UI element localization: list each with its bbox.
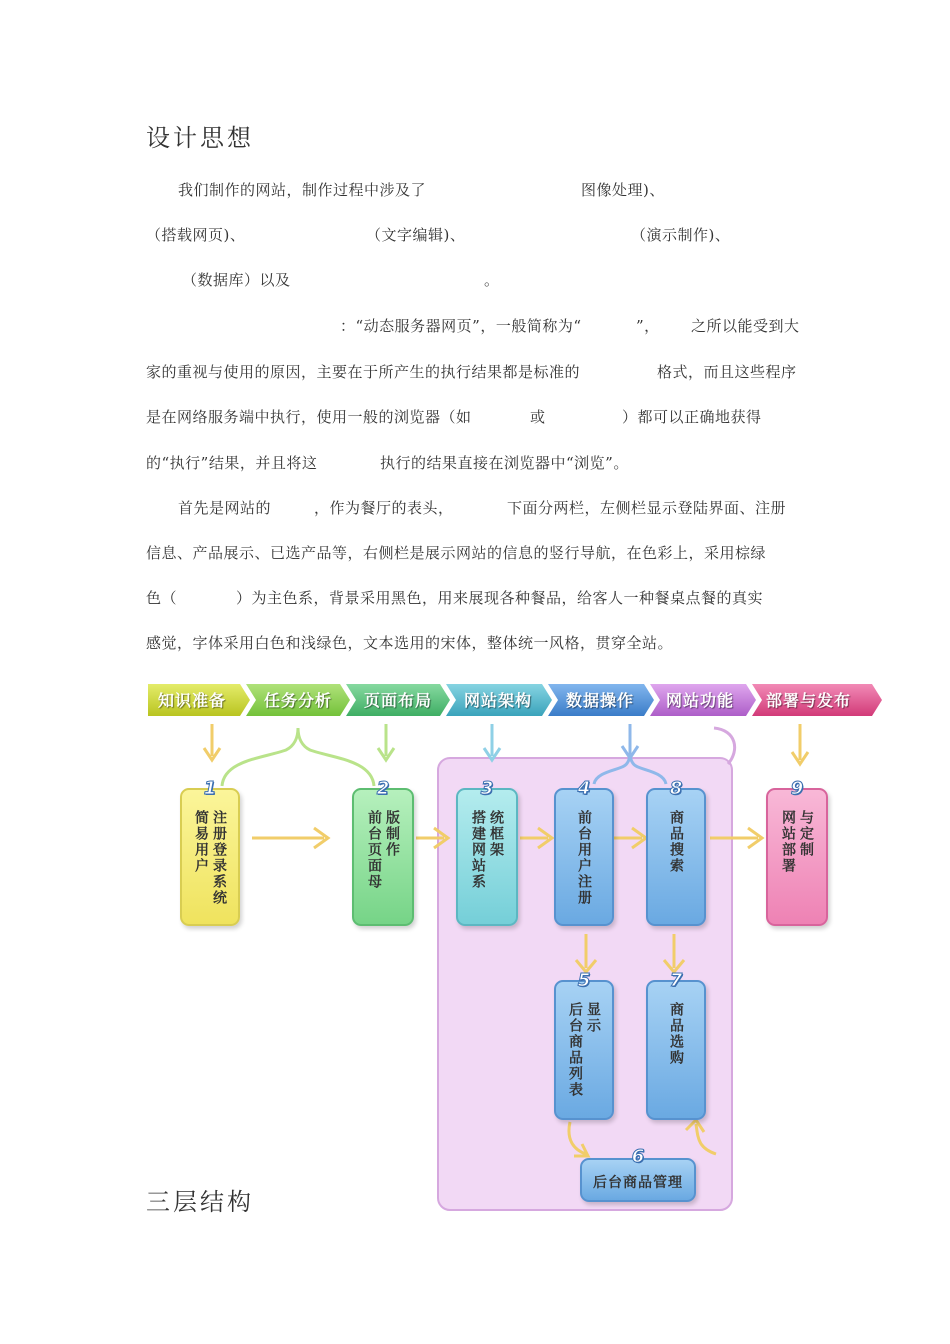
step-7-text: 商品选购 <box>668 1002 684 1066</box>
step-2-text-b: 版制作 <box>384 810 400 858</box>
paragraph-3-line-1b: ，作为餐厅的表头， <box>314 499 454 517</box>
stage-label-2: 任务分析 <box>264 691 333 710</box>
workflow-diagram <box>146 678 886 1218</box>
paragraph-3-line-1c: 下面分两栏，左侧栏显示登陆界面、注册 <box>507 499 787 517</box>
step-1-text-a: 简易用户 <box>193 810 209 874</box>
paragraph-1-line-2b: （文字编辑)、 <box>366 226 466 244</box>
paragraph-1-line-2a: （搭载网页)、 <box>146 226 246 244</box>
paragraph-3-line-3b: ）为主色系，背景采用黑色，用来展现各种餐品，给客人一种餐桌点餐的真实 <box>236 589 764 607</box>
paragraph-3-line-2: 信息、产品展示、已选产品等，右侧栏是展示网站的信息的竖行导航，在色彩上，采用棕绿 <box>146 544 767 562</box>
stage-label-5: 数据操作 <box>566 691 635 710</box>
step-1-text-b: 注册登录系统 <box>211 810 227 906</box>
step-8-text: 商品搜索 <box>668 810 684 874</box>
paragraph-2-line-4a: 的“执行”结果，并且将这 <box>146 454 318 472</box>
diagram-graphics <box>146 678 886 1218</box>
step-2-text-a: 前台页面母 <box>366 810 382 890</box>
paragraph-1-line-1a: 我们制作的网站，制作过程中涉及了 <box>178 181 427 199</box>
step-number-7: 7 <box>669 970 683 991</box>
step-box-8 <box>646 778 706 926</box>
step-number-6: 6 <box>631 1146 645 1167</box>
paragraph-1-line-1b: 图像处理)、 <box>581 181 665 199</box>
step-number-2: 2 <box>376 778 390 799</box>
step-box-4 <box>554 778 614 926</box>
paragraph-1-line-3b: 。 <box>484 271 500 289</box>
paragraph-3-line-3a: 色（ <box>146 589 178 607</box>
step-6-text: 后台商品管理 <box>593 1175 683 1191</box>
step-9-text-a: 网站部署 <box>780 810 796 874</box>
step-3-text-a: 搭建网站系 <box>470 810 486 890</box>
paragraph-2-line-3a: 是在网络服务端中执行，使用一般的浏览器（如 <box>146 408 472 426</box>
section-heading-design: 设计思想 <box>146 124 254 152</box>
step-box-9 <box>766 778 828 926</box>
step-number-9: 9 <box>790 778 804 799</box>
task-brace <box>222 728 374 786</box>
section-heading-three-tier: 三层结构 <box>146 1188 254 1216</box>
step-box-2 <box>352 778 414 926</box>
step-box-6 <box>580 1146 696 1202</box>
paragraph-2-line-2a: 家的重视与使用的原因，主要在于所产生的执行结果都是标准的 <box>146 363 581 381</box>
step-4-text: 前台用户注册 <box>576 810 592 906</box>
paragraph-3-line-4: 感觉，字体采用白色和浅绿色，文本选用的宋体，整体统一风格，贯穿全站。 <box>146 634 674 652</box>
step-9-text-b: 与定制 <box>798 810 814 858</box>
step-number-3: 3 <box>480 778 494 799</box>
step-box-7 <box>646 970 706 1120</box>
paragraph-2-line-3c: ）都可以正确地获得 <box>622 408 762 426</box>
paragraph-1-line-2c: （演示制作)、 <box>631 226 731 244</box>
step-number-5: 5 <box>577 970 591 991</box>
step-number-8: 8 <box>669 778 683 799</box>
paragraph-1-line-3a: （数据库）以及 <box>182 271 291 289</box>
step-box-5 <box>554 970 614 1120</box>
step-5-text-b: 显示 <box>585 1002 601 1034</box>
stage-label-1: 知识准备 <box>158 691 227 710</box>
step-box-3 <box>456 778 518 926</box>
step-5-text-a: 后台商品列表 <box>567 1002 583 1098</box>
step-3-text-b: 统框架 <box>488 810 504 858</box>
stage-label-3: 页面布局 <box>364 691 433 710</box>
paragraph-2-line-1c: 之所以能受到大 <box>691 317 800 335</box>
paragraph-2-line-1b: ”， <box>636 317 660 335</box>
stage-label-7: 部署与发布 <box>766 691 852 710</box>
paragraph-2-line-2b: 格式，而且这些程序 <box>657 363 797 381</box>
paragraph-2-line-3b: 或 <box>530 408 546 426</box>
paragraph-2-line-1a: ：“动态服务器网页”，一般简称为“ <box>340 317 582 335</box>
step-number-1: 1 <box>203 778 217 799</box>
stage-label-6: 网站功能 <box>666 691 735 710</box>
paragraph-2-line-4b: 执行的结果直接在浏览器中“浏览”。 <box>380 454 629 472</box>
step-number-4: 4 <box>577 778 591 799</box>
step-box-1 <box>180 778 240 926</box>
stage-label-4: 网站架构 <box>464 691 533 710</box>
paragraph-3-line-1a: 首先是网站的 <box>178 499 272 517</box>
